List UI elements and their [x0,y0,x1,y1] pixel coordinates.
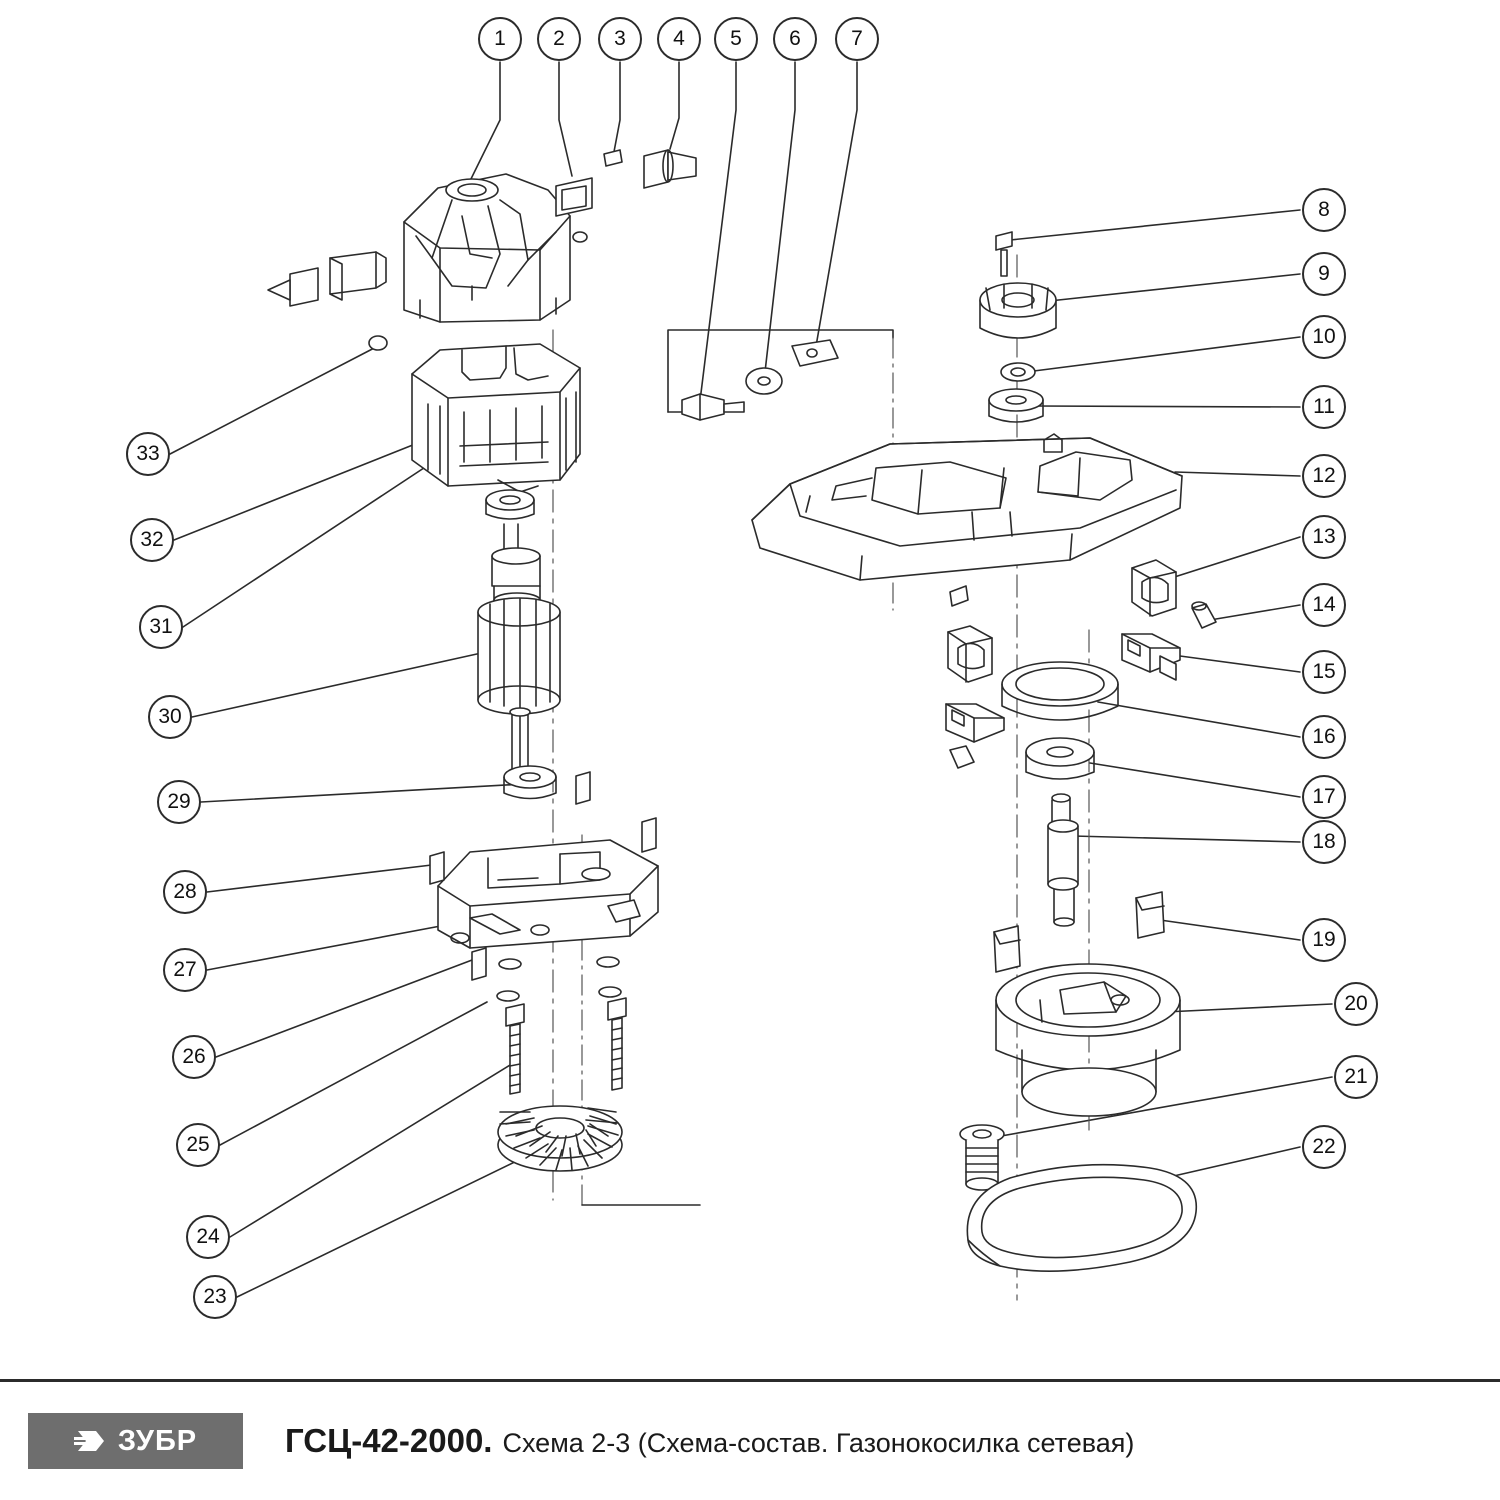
callout-24[interactable]: 24 [186,1215,230,1259]
callout-10[interactable]: 10 [1302,315,1346,359]
scheme-description: Схема 2-3 (Схема-состав. Газонокосилка сетевая) [502,1428,1135,1458]
callout-25[interactable]: 25 [176,1123,220,1167]
callout-12[interactable]: 12 [1302,454,1346,498]
callout-16[interactable]: 16 [1302,715,1346,759]
callout-1[interactable]: 1 [478,17,522,61]
callout-27[interactable]: 27 [163,948,207,992]
callout-20[interactable]: 20 [1334,982,1378,1026]
callout-29[interactable]: 29 [157,780,201,824]
callout-21[interactable]: 21 [1334,1055,1378,1099]
callout-30[interactable]: 30 [148,695,192,739]
callout-17[interactable]: 17 [1302,775,1346,819]
callout-3[interactable]: 3 [598,17,642,61]
callout-33[interactable]: 33 [126,432,170,476]
callout-2[interactable]: 2 [537,17,581,61]
callout-22[interactable]: 22 [1302,1125,1346,1169]
callout-13[interactable]: 13 [1302,515,1346,559]
callout-5[interactable]: 5 [714,17,758,61]
footer-bar [0,1382,1500,1500]
callout-19[interactable]: 19 [1302,918,1346,962]
callout-28[interactable]: 28 [163,870,207,914]
callout-9[interactable]: 9 [1302,252,1346,296]
callout-8[interactable]: 8 [1302,188,1346,232]
brand-name: ЗУБР [117,1424,198,1457]
footer-caption [285,1422,1134,1460]
callout-32[interactable]: 32 [130,518,174,562]
callout-31[interactable]: 31 [139,605,183,649]
callout-6[interactable]: 6 [773,17,817,61]
callout-14[interactable]: 14 [1302,583,1346,627]
callout-11[interactable]: 11 [1302,385,1346,429]
callout-7[interactable]: 7 [835,17,879,61]
callout-18[interactable]: 18 [1302,820,1346,864]
callout-23[interactable]: 23 [193,1275,237,1319]
brand-logo [28,1413,243,1469]
callout-4[interactable]: 4 [657,17,701,61]
callout-15[interactable]: 15 [1302,650,1346,694]
callout-26[interactable]: 26 [172,1035,216,1079]
arrow-logo-icon [74,1426,108,1456]
model-number: ГСЦ-42-2000. [285,1422,493,1459]
